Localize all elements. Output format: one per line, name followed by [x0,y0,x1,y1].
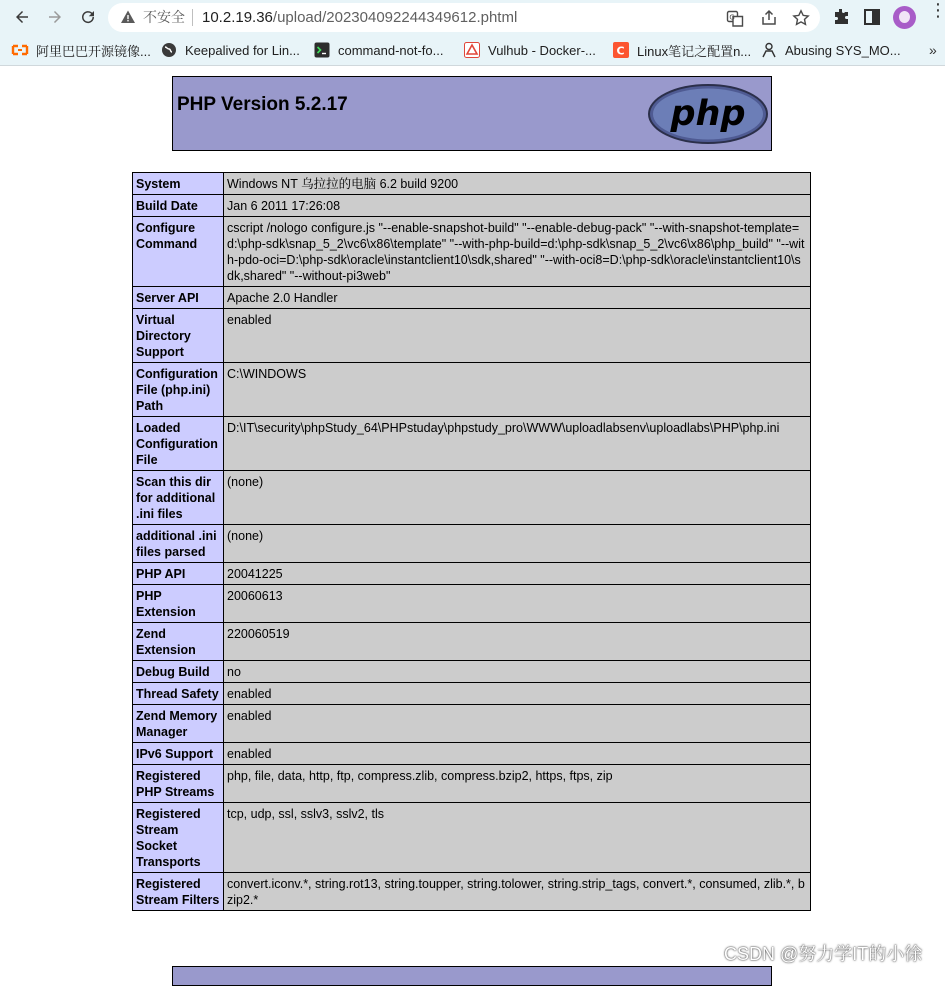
arrow-right-icon [46,8,64,26]
bookmark-item[interactable] [613,40,751,60]
bookmark-item[interactable] [761,40,901,60]
info-key: Registered Stream Socket Transports [133,803,224,873]
info-key: System [133,173,224,195]
reload-button[interactable] [76,5,100,29]
info-value: Windows NT 乌拉拉的电脑 6.2 build 9200 [224,173,811,195]
info-value: 20041225 [224,563,811,585]
table-row [133,563,811,585]
aliyun-icon [12,42,28,58]
info-key: Registered Stream Filters [133,873,224,911]
info-value: Apache 2.0 Handler [224,287,811,309]
php-logo[interactable] [647,83,769,145]
info-key: Debug Build [133,661,224,683]
bookmark-label: Linux笔记之配置n... [637,43,752,59]
address-bar[interactable] [108,3,820,32]
info-value: no [224,661,811,683]
info-value: (none) [224,471,811,525]
table-row [133,363,811,417]
side-panel-icon[interactable] [862,7,882,27]
warning-icon[interactable] [120,9,136,25]
bookmark-label: 阿里巴巴开源镜像... [36,43,151,59]
url-path: /upload/202304092244349612.phtml [272,9,518,26]
bookmarks-overflow-icon[interactable]: » [929,42,937,58]
table-row [133,765,811,803]
bookmark-item[interactable] [464,40,596,60]
omnibox-divider [192,9,193,26]
translate-icon[interactable] [726,9,744,27]
page-content [0,67,945,971]
table-row [133,195,811,217]
back-button[interactable] [10,5,34,29]
profile-avatar[interactable] [893,6,916,29]
table-row [133,287,811,309]
arrow-left-icon [13,8,31,26]
table-row [133,683,811,705]
table-row [133,217,811,287]
bookmark-label: Keepalived for Lin... [185,42,300,58]
info-key: IPv6 Support [133,743,224,765]
security-label[interactable]: 不安全 [143,9,185,25]
next-section-header [172,966,772,986]
php-logo-text: php [670,94,746,134]
csdn-icon [613,42,629,58]
table-row [133,471,811,525]
table-row [133,803,811,873]
info-key: Loaded Configuration File [133,417,224,471]
reload-icon [79,8,97,26]
share-icon[interactable] [760,9,778,27]
info-value: enabled [224,705,811,743]
info-value: tcp, udp, ssl, sslv3, sslv2, tls [224,803,811,873]
globe-icon [161,42,177,58]
table-row [133,173,811,195]
info-value: cscript /nologo configure.js "--enable-snapshot-build" "--enable-debug-pack" "--with-snapshot-template=d:\php-sdk\snap_5_2\vc6\x86\template" "--with-php-build=d:\php-sdk\snap_5_2\vc6\x86\php_build" "--with-pdo-oci=D:\php-sdk\oracle\instantclient10\sdk,shared" "--with-oci8=D:\php-sdk\oracle\instantclient10\sdk,shared" "--without-pi3web" [224,217,811,287]
info-value: 20060613 [224,585,811,623]
table-row [133,525,811,563]
terminal-icon [314,42,330,58]
bookmark-label: Vulhub - Docker-... [488,42,596,58]
info-key: additional .ini files parsed [133,525,224,563]
phpinfo-table [132,172,811,911]
table-row [133,873,811,911]
bookmark-item[interactable] [314,40,444,60]
info-value: (none) [224,525,811,563]
table-row [133,705,811,743]
info-key: Virtual Directory Support [133,309,224,363]
info-key: Zend Memory Manager [133,705,224,743]
table-row [133,585,811,623]
info-key: Scan this dir for additional .ini files [133,471,224,525]
vulhub-icon [464,42,480,58]
bookmark-label: Abusing SYS_MO... [785,42,901,58]
info-key: Build Date [133,195,224,217]
info-value: C:\WINDOWS [224,363,811,417]
forward-button[interactable] [43,5,67,29]
svg-text:C: C [616,44,625,58]
info-key: Configure Command [133,217,224,287]
url-host: 10.2.19.36 [202,9,273,26]
info-key: Zend Extension [133,623,224,661]
info-value: convert.iconv.*, string.rot13, string.toupper, string.tolower, string.strip_tags, convert.*, consumed, zlib.*, bzip2.* [224,873,811,911]
url-text[interactable] [202,9,517,26]
table-row [133,743,811,765]
menu-kebab-icon[interactable]: ⋮ [929,0,947,20]
bookmark-item[interactable] [161,40,300,60]
info-value: php, file, data, http, ftp, compress.zlib, compress.bzip2, https, ftps, zip [224,765,811,803]
page-title: PHP Version 5.2.17 [177,94,348,115]
bookmark-item[interactable] [12,40,151,60]
browser-toolbar [0,0,945,35]
bookmark-star-icon[interactable] [792,9,810,27]
info-key: Configuration File (php.ini) Path [133,363,224,417]
info-value: 220060519 [224,623,811,661]
info-value: D:\IT\security\phpStudy_64\PHPstuday\phpstudy_pro\WWW\uploadlabsenv\uploadlabs\PHP\php.ini [224,417,811,471]
info-value: enabled [224,683,811,705]
watermark: CSDN @努力学IT的小徐 [724,944,923,964]
table-row [133,661,811,683]
info-key: Registered PHP Streams [133,765,224,803]
info-key: PHP API [133,563,224,585]
table-row [133,623,811,661]
bookmarks-bar [0,35,945,66]
info-value: Jan 6 2011 17:26:08 [224,195,811,217]
info-value: enabled [224,743,811,765]
table-row [133,417,811,471]
phpinfo-header [172,76,772,151]
extensions-icon[interactable] [831,7,851,27]
svg-text:G: G [729,13,735,22]
table-row [133,309,811,363]
person-icon [761,42,777,58]
info-key: Server API [133,287,224,309]
info-key: PHP Extension [133,585,224,623]
bookmark-label: command-not-fo... [338,42,444,58]
info-value: enabled [224,309,811,363]
info-key: Thread Safety [133,683,224,705]
